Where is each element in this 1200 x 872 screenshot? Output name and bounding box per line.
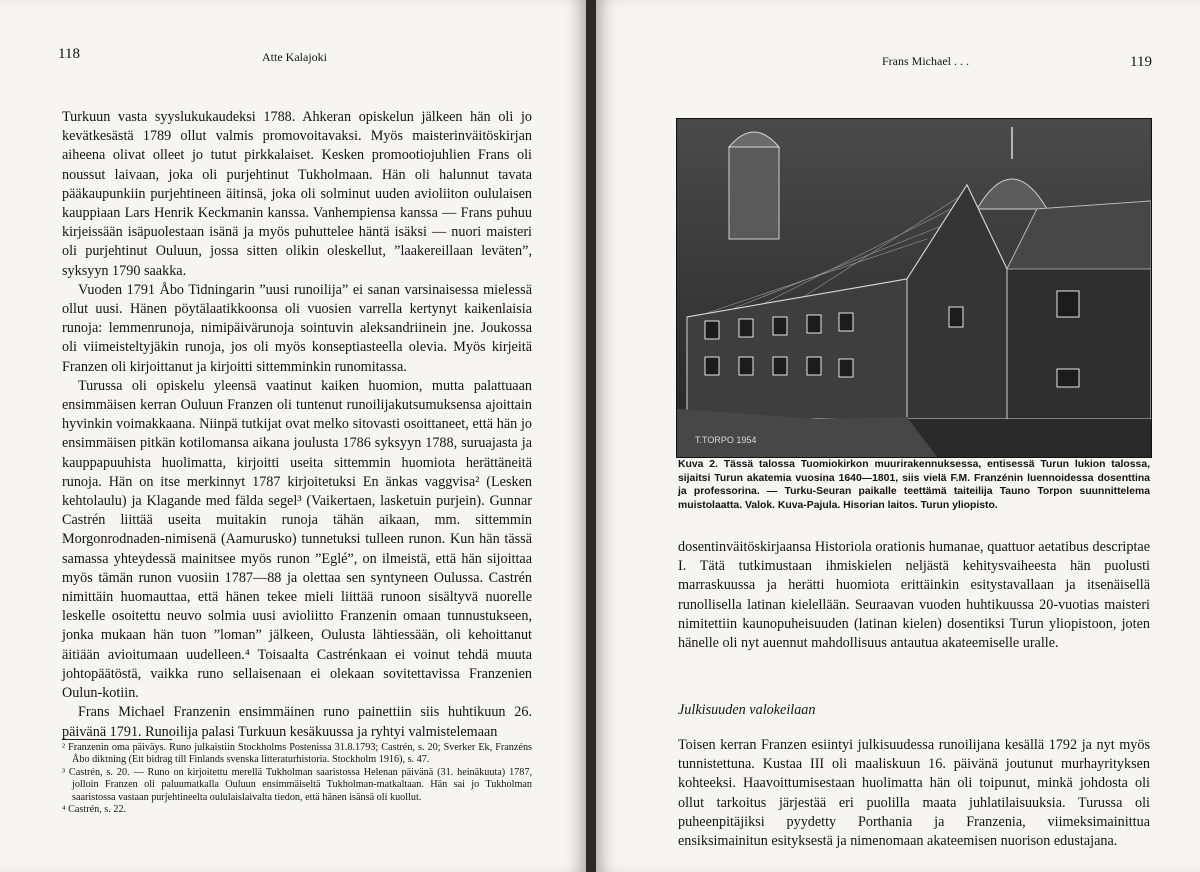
left-body-text: [62, 108, 532, 742]
building-drawing: [677, 119, 1151, 457]
right-body-text-2: [678, 736, 1150, 851]
left-page: [0, 0, 586, 872]
footnote-rule: [62, 739, 172, 740]
building-illustration: [676, 118, 1152, 458]
paragraph: dosentinväitöskirjaansa Historiola orationis humanae, quattuor aetatibus descriptae I. Tätä tutkimustaan ihmiskielen neljästä kehitysvaiheesta hän puolusti marraskuussa ja herätti huomiota erittäinkin esitystavallaan ja itsenäisellä runollisella latinan kielellään. Seuraavan vuoden huhtikuussa 20-vuotias maisteri nimitettiin kaunopuheisuuden (latinan kielen) dosentiksi Turun yliopistoon, joten hänelle oli nyt auennut mahdollisuus antautua akateemiselle uralle.: [678, 539, 1150, 652]
footnote: ² Franzenin oma päiväys. Runo julkaistiin Stockholms Postenissa 31.8.1793; Castrén, s. 20; Sverker Ek, Franzéns Åbo diktning (Ett bidrag till Finlands svenska litteraturhistoria. Stockholm 1916), s. 47.: [62, 742, 532, 766]
page-number-right: 119: [1130, 54, 1152, 70]
figure-caption: Kuva 2. Tässä talossa Tuomiokirkon muurirakennuksessa, entisessä Turun lukion talossa, sijaitsi Turun akatemia vuosina 1640—1801, siis vielä F.M. Franzénin luennoidessa dosenttina ja professorina. — Turku-Seuran paikalle teettämä taiteilija Tauno Torpon suunnittelema muistolaatta. Valok. Kuva-Pajula. Hisorian laitos. Turun yliopisto.: [678, 459, 1150, 511]
right-body-text: [678, 538, 1150, 653]
running-head-left: Atte Kalajoki: [262, 50, 327, 64]
footnotes: [62, 742, 532, 816]
section-heading: Julkisuuden valokeilaan: [678, 702, 816, 718]
artist-signature: T.TORPO 1954: [695, 435, 757, 445]
paragraph: Vuoden 1791 Åbo Tidningarin ”uusi runoilija” ei sanan varsinaisessa mielessä ollut uusi. Hänen pöytälaatikkoonsa oli vuosien varrella kertynyt kaikenlaisia runoja: lemmenrunoja, nimipäivärunoja sointuvin aleksandriinein jne. Joukossa oli viimeisteltyjäkin runoja, jos oli myös konseptiasteella olevia. Myös kirjeitä Franzen oli kirjoittanut ja kirjoitti sittemminkin runomitassa.: [62, 281, 532, 375]
footnote: ³ Castrén, s. 20. — Runo on kirjoitettu merellä Tukholman saaristossa Helenan päivänä (31. heinäkuuta) 1787, jolloin Franzen oli paluumatkalla Ouluun ensimmäiseltä Tukholman-matkaltaan. Hän sai jo Tukholman saaristossa vastaan purjehtineelta oululaislaivalta tiedon, että hänen isänsä oli kuollut.: [62, 766, 532, 803]
running-head-right: Frans Michael . . .: [882, 54, 969, 68]
footnote: ⁴ Castrén, s. 22.: [62, 804, 127, 816]
book-gutter: [586, 0, 596, 872]
paragraph: Turkuun vasta syyslukukaudeksi 1788. Ahkeran opiskelun jälkeen hän oli jo kevätkesästä 1789 ollut valmis promovoitavaksi. Myös maisterinväitöskirjan aiheena olivat olleet jo tutut pirkkalaiset. Kesken promootiojuhlien Frans oli noussut laivaan, joka oli purjehtinut Tukholmaan. Hän oli halunnut tavata pääkaupunkiin purjehtineen äitinsä, joka oli solminut uuden avioliiton oululaisen kauppiaan Lars Henrik Keckmanin kanssa. Vanhempiensa kanssa — Frans puhuu kirjeissään isäpuolestaan isänä ja myös puhuttelee häntä isäksi — nuori maisteri oli purjehtinut Ouluun, jossa sitten olikin oleskellut, ”laakereillaan leväten”, syksyyn 1790 saakka.: [62, 109, 532, 279]
paragraph: Turussa oli opiskelu yleensä vaatinut kaiken huomion, mutta palattuaan ensimmäisen kerran Ouluun Franzen oli tuntenut runoilijakutsumuksensa ajoittain hyvinkin voimakkaana. Niinpä tutkijat ovat melko sitovasti osoittaneet, että hän jo ensimmäisen pitkän kotilomansa aikana joulusta 1786 syksyyn 1788, suruajasta ja kauppapuuhista huolimatta, kirjoitti useita sittemmin huomiota herättäneitä runoja. Hän on itse merkinnyt 1787 kirjoitetuksi En änkas vaggvisa² (Lesken kehtolaulu) ja Klagande med fälda segel³ (Vaikertaen, lasketuin purjein). Gunnar Castrén liittää useita muitakin runoja tähän aikaan, mm. sittemmin Morgonrodnaden-nimisenä (Aamurusko) tunnetuksi tulleen runon. Kun hän tässä samassa yhteydessä mainitsee myös runon ”Eglé”, on ilmeistä, että hän sijoittaa myös tämän runon vuosiin 1787—88 ja olettaa sen syntyneen Oulussa. Castrén nimittäin huomauttaa, että hänen tekee mieli liittää runoon sisältyvä nuorelle leskelle osoitettu neuvo solmia uusi avioliitto Franzenin omaan tunnustukseen, jonka mukaan hän tuon ”loman” jälkeen, Oulusta lähtiessään, oli kehoittanut äitiään avioitumaan uudelleen.⁴ Toisaalta Castrénkaan ei voinut tehdä muuta johtopäätöstä, vaikka runo sellaisenaan ei olekaan sovitettavissa Franzenien Oulun-kotiin.: [62, 377, 532, 702]
paragraph: Frans Michael Franzenin ensimmäinen runo painettiin siis huhtikuun 26. päivänä 1791. Runoilija palasi Turkuun kesäkuussa ja ryhtyi valmistelemaan: [62, 704, 532, 740]
paragraph: Toisen kerran Franzen esiintyi julkisuudessa runoilijana kesällä 1792 ja nyt myös tunnistettuna. Kustaa III oli maaliskuun 16. päivänä joutunut murhayrityksen kohteeksi. Haavoittumisestaan huolimatta hän oli toipunut, minkä johdosta oli ollut tarkoitus järjestää eri puolilla maata juhlatilaisuuksia. Turussa oli puheenpitäjiksi pyydetty Porthania ja Franzenia, viimeksimainittua ensiksimainitun esityksestä ja nimenomaan akateemisen nuorison edustajana.: [678, 737, 1150, 850]
right-page: [596, 0, 1200, 872]
page-number-left: 118: [58, 46, 80, 62]
